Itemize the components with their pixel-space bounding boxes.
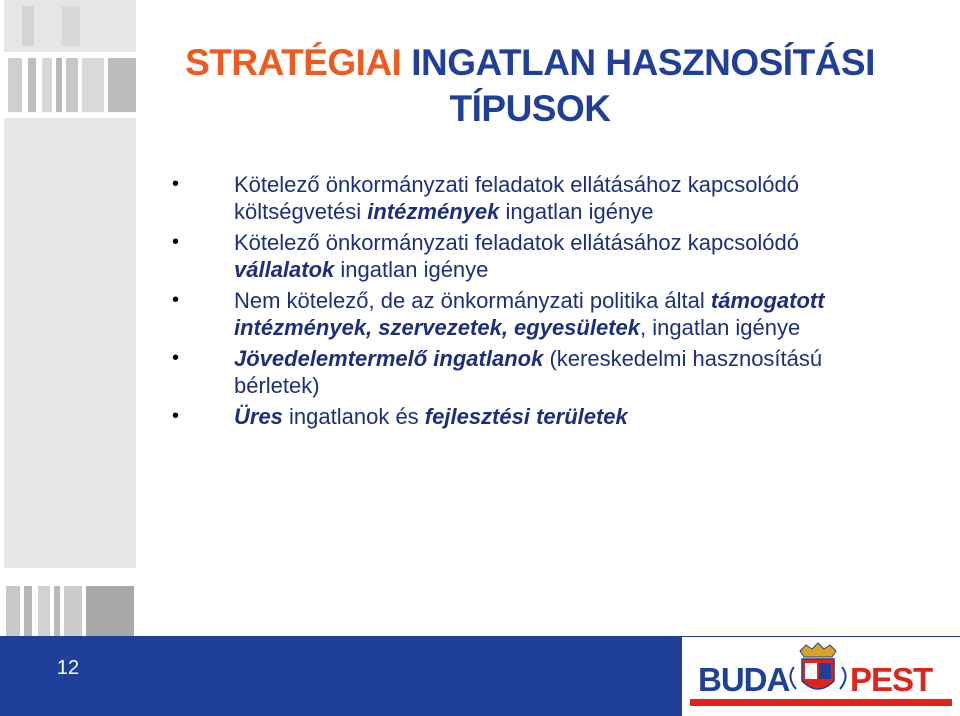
bullet-icon: • [172,231,180,253]
bullet-text: ingatlan igénye [334,257,489,282]
logo-text-buda: BUDA [698,661,790,698]
bullet-emphasis: Jövedelemtermelő ingatlanok [234,346,544,371]
bullet-item [172,229,892,283]
bullet-text: Kötelező önkormányzati feladatok ellátásához kapcsolódó költségvetési [234,172,800,224]
bullet-text: (kereskedelmi hasznosítású bérletek) [234,346,823,398]
bullet-item [172,287,892,341]
bullet-icon: • [172,405,180,427]
bullet-icon: • [172,173,180,195]
bullet-text: ingatlan igénye [499,199,654,224]
bullet-icon: • [172,289,180,311]
bullet-emphasis: Üres [234,404,283,429]
slide-title [150,40,910,132]
budapest-logo-graphic [682,637,960,716]
bullet-item [172,171,892,225]
title-line2: TÍPUSOK [449,88,611,129]
bullet-item [172,403,892,430]
bullet-emphasis: intézmények [367,199,500,224]
decorative-stripes [0,0,140,716]
title-accent: STRATÉGIAI [185,42,402,83]
bullet-list [172,171,892,434]
bullet-text: , ingatlan igénye [640,315,801,340]
bullet-text: Kötelező önkormányzati feladatok ellátásához kapcsolódó [234,230,800,255]
logo-text-pest: PEST [850,661,933,698]
coat-of-arms-icon [790,643,845,689]
bullet-icon: • [172,347,180,369]
bullet-text: ingatlanok és [282,404,425,429]
title-main: INGATLAN HASZNOSÍTÁSI [401,42,875,83]
bullet-text: Nem kötelező, de az önkormányzati politika által [234,288,711,313]
budapest-logo [682,637,960,716]
bullet-item [172,345,892,399]
bullet-emphasis: támogatott intézmények, szervezetek, egyesületek [234,288,825,340]
bullet-emphasis: fejlesztési területek [424,404,628,429]
page-number: 12 [56,657,80,679]
bullet-emphasis: vállalatok [234,257,335,282]
